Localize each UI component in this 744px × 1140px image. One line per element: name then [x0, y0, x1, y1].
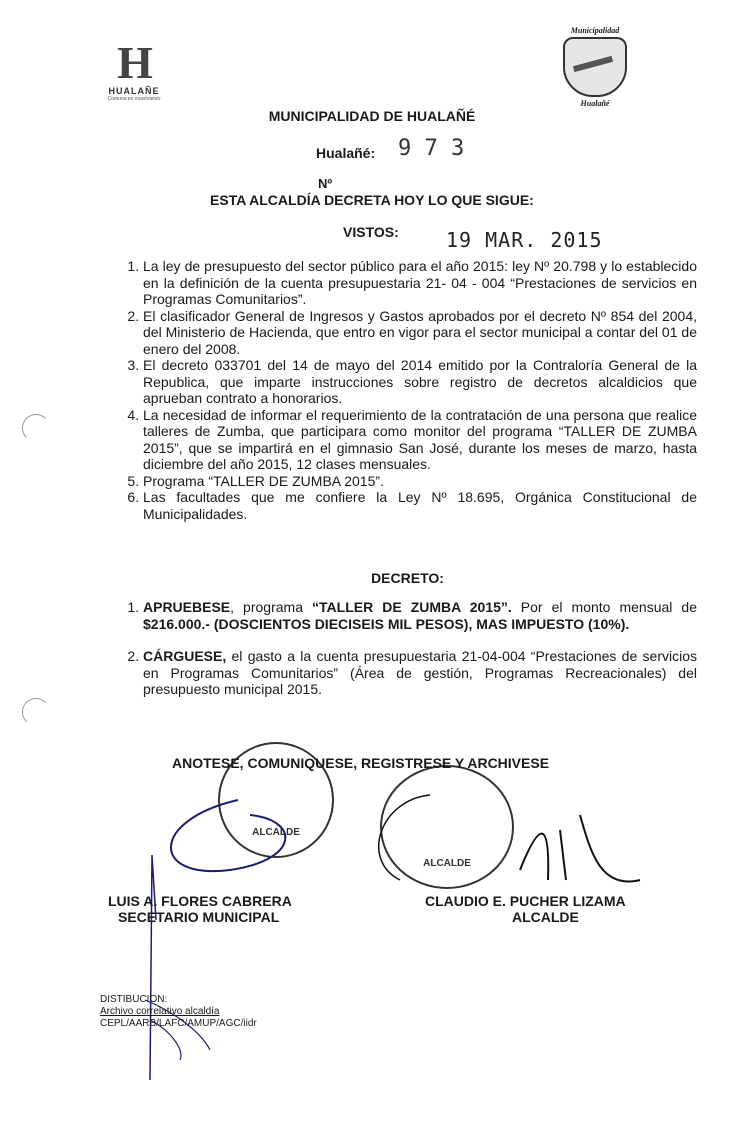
seal-caption: ALCALDE [423, 858, 471, 869]
secretary-name: LUIS A. FLORES CABRERA [108, 893, 292, 909]
mayor-signature-loop [379, 795, 430, 880]
coat-top-text: Municipalidad [570, 26, 620, 35]
decree-intro: ESTA ALCALDÍA DECRETA HOY LO QUE SIGUE: [210, 192, 534, 208]
logo-h-icon: H [117, 37, 151, 88]
distribution-block [100, 994, 257, 1030]
charge-verb: CÁRGUESE, [143, 648, 227, 664]
program-name: “TALLER DE ZUMBA 2015”. [312, 599, 512, 615]
closing-formula: ANOTESE, COMUNIQUESE, REGISTRESE Y ARCHIVESE [172, 755, 550, 771]
coat-bottom-text: Hualañé [580, 99, 610, 108]
vistos-item: 6. Las facultades que me confiere la Ley Nº 18.695, Orgánica Constitucional de Municipalidades. [143, 489, 697, 522]
mayor-name: CLAUDIO E. PUCHER LIZAMA [425, 893, 626, 909]
approve-text: , programa [230, 599, 313, 615]
vistos-item: 5. Programa “TALLER DE ZUMBA 2015”. [143, 473, 697, 490]
distribution-label: DISTIBUCION: [100, 994, 168, 1005]
document-title: MUNICIPALIDAD DE HUALAÑÉ [268, 108, 476, 124]
vistos-item: 4. La necesidad de informar el requerimiento de la contratación de una persona que realice talleres de Zumba, que participara como monitor del programa “TALLER DE ZUMBA 2015”, que se impartirá en el gimnasio San José, durante los meses de marzo, hasta diciembre del año 2015, 12 clases mensuales. [143, 407, 697, 473]
number-label: Nº [318, 176, 333, 191]
approve-verb: APRUEBESE [143, 599, 231, 615]
logo-tagline: Comuna en movimiento [107, 96, 161, 102]
distribution-initials: CEPL/AARB/LAFC/AMUP/AGC/iidr [100, 1018, 257, 1029]
monthly-amount: $216.000.- (DOSCIENTOS DIECISEIS MIL PESOS), MAS IMPUESTO (10%). [143, 615, 630, 632]
secretary-title: SECETARIO MUNICIPAL [118, 909, 280, 925]
decree-number-handwritten: 9 7 3 [398, 136, 465, 161]
vistos-item: 2. El clasificador General de Ingresos y Gastos aprobados por el decreto Nº 854 del 2004, del Ministerio de Hacienda, que entro en vigor para el sector municipal a contar del 01 de enero del 2008. [143, 308, 697, 358]
secretary-signature-stroke [150, 855, 156, 1080]
vistos-label: VISTOS: [343, 224, 399, 240]
vistos-item: 3. El decreto 033701 del 14 de mayo del 2014 emitido por la Contraloría General de la Republica, que imparte instrucciones sobre registro de decretos alcaldicios que aprueban contrato a honorarios. [143, 357, 697, 407]
seal-caption: ALCALDE [252, 827, 300, 838]
distribution-line: Archivo correlativo alcaldía [100, 1006, 220, 1017]
place-label: Hualañé: [316, 145, 376, 161]
date-stamp: 19 MAR. 2015 [446, 228, 603, 252]
vistos-item: 1. La ley de presupuesto del sector público para el año 2015: ley Nº 20.798 y lo establecido en la definición de la cuenta presupuestaria 21- 04 - 004 “Prestaciones de servicios en Programas Comunitarios”. [143, 258, 697, 308]
amount-intro: Por el monto mensual de [511, 599, 697, 615]
logo-name: HUALAÑE [108, 86, 160, 96]
mayor-title: ALCALDE [512, 909, 579, 925]
mayor-signature [520, 815, 640, 882]
secretary-signature [171, 800, 285, 871]
decreto-heading: DECRETO: [371, 570, 444, 586]
charge-text: el gasto a la cuenta presupuestaria 21-04-004 “Prestaciones de servicios en Programas Comunitarios” (Área de gestión, Programas Recreacionales) del presupuesto municipal 2015. [143, 648, 697, 697]
